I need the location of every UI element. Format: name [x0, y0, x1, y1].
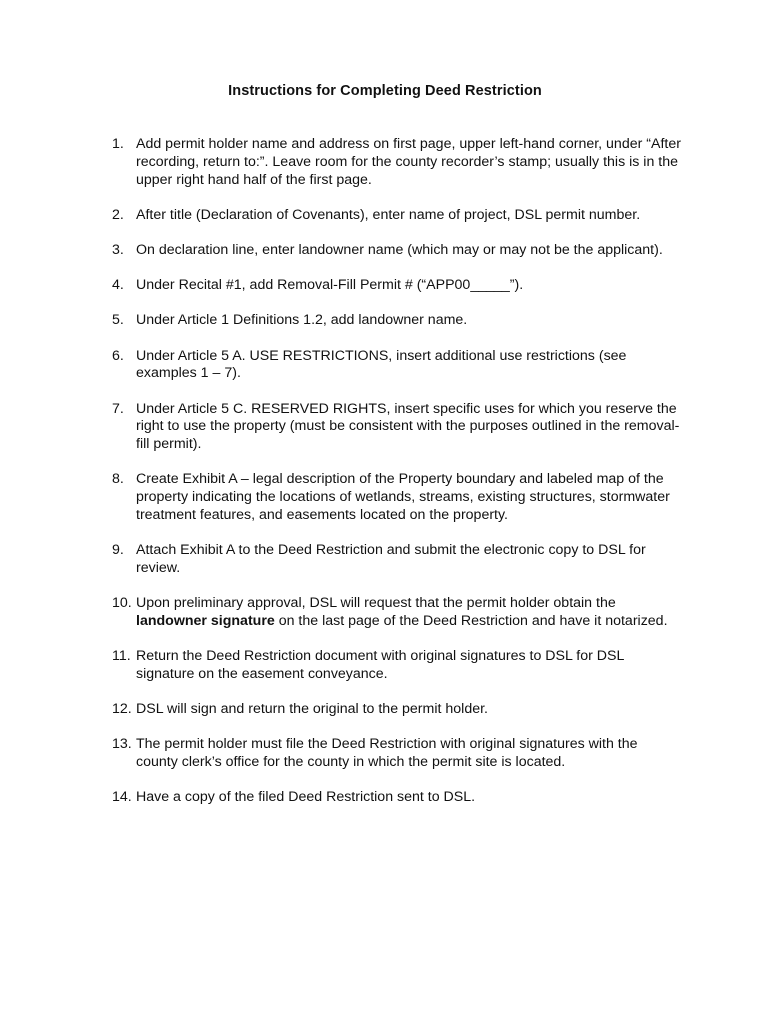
list-item — [112, 401, 682, 454]
item-text: Have a copy of the filed Deed Restriction sent to DSL. — [136, 789, 476, 806]
list-item — [112, 648, 682, 684]
list-item — [112, 207, 682, 225]
item-text: On declaration line, enter landowner name (which may or may not be the applicant). — [136, 241, 663, 258]
item-number: 2. — [112, 206, 124, 223]
item-text: Under Article 1 Definitions 1.2, add landowner name. — [136, 312, 468, 329]
item-text: The permit holder must file the Deed Restriction with original signatures with the county clerk’s office for the county in which the permit site is located. — [136, 736, 638, 771]
item-text: DSL will sign and return the original to the permit holder. — [136, 701, 488, 718]
list-item — [112, 136, 682, 189]
list-item — [112, 348, 682, 384]
item-text: Add permit holder name and address on first page, upper left-hand corner, under “After recording, return to:”. Leave room for the county recorder’s stamp; usually this is in the upper right hand half of the first page. — [136, 136, 681, 188]
item-number: 1. — [112, 136, 124, 152]
item-number: 11. — [112, 648, 131, 665]
item-number: 4. — [112, 277, 124, 294]
item-number: 13. — [112, 736, 132, 753]
item-number: 9. — [112, 542, 124, 559]
list-item — [112, 242, 682, 260]
item-number: 8. — [112, 471, 124, 488]
item-text: Under Article 5 C. RESERVED RIGHTS, insert specific uses for which you reserve the right to use the property (must be consistent with the purposes outlined in the removal-fill permit). — [136, 400, 680, 453]
list-item — [112, 471, 682, 524]
list-item — [112, 595, 682, 631]
item-number: 12. — [112, 701, 132, 718]
item-text: Return the Deed Restriction document with original signatures to DSL for DSL signature on the easement conveyance. — [136, 648, 624, 682]
document-title: Instructions for Completing Deed Restriction — [228, 83, 542, 99]
list-item — [112, 701, 682, 719]
item-text: Create Exhibit A – legal description of the Property boundary and labeled map of the property indicating the locations of wetlands, streams, existing structures, stormwater treatment features, and easements located on the property. — [136, 471, 670, 523]
item-text-before: Upon preliminary approval, DSL will request that the permit holder obtain the — [136, 595, 616, 612]
list-item — [112, 277, 682, 295]
item-number: 7. — [112, 400, 124, 417]
item-text: Under Article 5 A. USE RESTRICTIONS, insert additional use restrictions (see examples 1 – 7). — [136, 347, 627, 382]
item-text: Attach Exhibit A to the Deed Restriction and submit the electronic copy to DSL for review. — [136, 542, 646, 576]
item-number: 3. — [112, 241, 124, 258]
item-text: After title (Declaration of Covenants), enter name of project, DSL permit number. — [136, 206, 641, 223]
item-number: 10. — [112, 595, 132, 612]
item-number: 6. — [112, 347, 124, 364]
list-item — [112, 736, 682, 772]
item-number: 14. — [112, 789, 132, 806]
list-item — [112, 789, 682, 807]
list-item — [112, 542, 682, 578]
item-number: 5. — [112, 312, 124, 329]
item-text: Under Recital #1, add Removal-Fill Permit # (“APP00_____”). — [136, 277, 524, 294]
instruction-list — [112, 136, 682, 824]
item-text-bold: landowner signature — [136, 612, 275, 629]
list-item — [112, 312, 682, 330]
item-text-after: on the last page of the Deed Restriction and have it notarized. — [274, 612, 668, 629]
